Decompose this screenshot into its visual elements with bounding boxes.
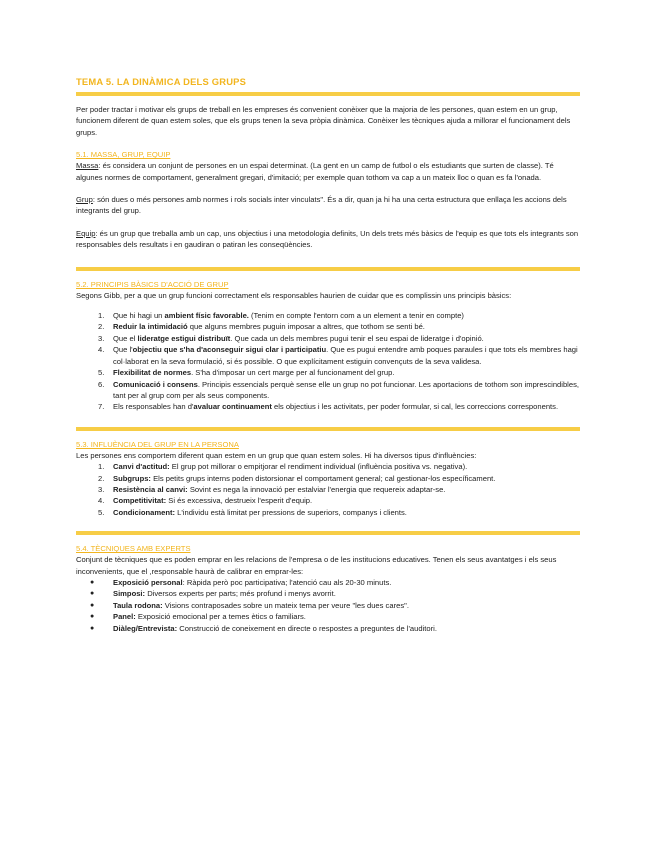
section-5-4-intro: Conjunt de tècniques que es poden emprar en les relacions de l'empresa o de les institucions educatives. Tenen els seus avantatges i els seus inconvenients, que el ,responsable haurà de calibrar en emprar-les: (76, 555, 557, 576)
document-page (76, 76, 580, 634)
list-item: 1. Canvi d'actitud: El grup pot millorar o empitjorar el rendiment individual (influència positiva vs. negativa). (98, 462, 468, 472)
list-item: 3. Resistència al canvi: Sovint es nega la innovació per estalviar l'energia que requereix adaptar-se. (98, 484, 446, 494)
list-item: 7. Els responsables han d'avaluar continuament els objectius i les activitats, per poder formular, si cal, les correccions corresponents. (98, 402, 559, 412)
massa-paragraph (76, 160, 580, 183)
list-item: 2. Reduir la intimidació que alguns membres puguin imposar a altres, que tothom se senti bé. (98, 322, 425, 332)
massa-term: Massa (76, 161, 99, 171)
equip-text: : és un grup que treballa amb un cap, uns objectius i una metodologia definits, Un dels trets més bàsics de l'equip es que tots els integrants son responsables dels resultats i en gaudiran o patiran les conseqüències. (76, 228, 579, 250)
list-item: 4. Que l'objectiu que s'ha d'aconseguir sigui clar i participatiu. Que es pugui entendre amb poques paraules i que tots els membres hagi col·laborat en la seva formulació, si és possible. O que explícitament estiguin convençuts de la seva validesa. (98, 345, 578, 366)
list-item: 1. Que hi hagi un ambient físic favorable. (Tenim en compte l'entorn com a un element a tenir en compte) (98, 311, 464, 321)
section-5-2-intro: Segons Gibb, per a que un grup funcioni correctament els responsables haurien de cuidar que es complissin uns principis bàsics: (76, 290, 512, 300)
list-item: 2. Subgrups: Els petits grups interns poden distorsionar el comportament general; cal gestionar-los específicament. (98, 473, 496, 483)
list-item: ● Panel: Exposició emocional per a temes ètics o familiars. (90, 612, 306, 622)
title-rule (76, 92, 580, 96)
section-5-2-heading: 5.2. PRINCIPIS BÀSICS D'ACCIÓ DE GRUP (76, 279, 229, 289)
massa-text: : és considera un conjunt de persones en un espai determinat. (La gent en un camp de futbol o els estudiants que surten de classe). Té algunes normes de comportament, generalment gregari, d'imitació; per exemple quan tothom va cap a un mateix lloc o quan es fa l'onada. (76, 161, 554, 182)
list-item: 5. Flexibilitat de normes. S'ha d'imposar un cert marge per al funcionament del grup. (98, 368, 395, 378)
principles-list (76, 310, 580, 413)
bullet-icon: ● (90, 624, 95, 632)
techniques-list (76, 577, 580, 634)
list-item: ● Exposició personal: Ràpida però poc participativa; l'atenció cau als 20-30 minuts. (90, 577, 392, 587)
list-item: ● Simposi: Diversos experts per parts; més profund i menys avorrit. (90, 589, 336, 599)
grup-term: Grup (76, 195, 93, 205)
section-5-3-heading: 5.3. INFLUÈNCIA DEL GRUP EN LA PERSONA (76, 439, 239, 449)
document-title: TEMA 5. LA DINÀMICA DELS GRUPS (76, 76, 247, 87)
list-item: 3. Que el lideratge estigui distribuït. Que cada un dels membres pugui tenir el seu espai de lideratge i d'opinió. (98, 333, 484, 343)
bullet-icon: ● (90, 590, 95, 598)
section-5-4-heading: 5.4. TÈCNIQUES AMB EXPERTS (76, 544, 191, 554)
list-item: 6. Comunicació i consens. Principis essencials perquè sense elle un grup no pot funcionar. Les aportacions de tothom son imprescindibles, tant per al grup com per als seus components. (98, 379, 580, 400)
grup-text: : són dues o més persones amb normes i rols socials inter vinculats". És a dir, quan ja hi ha una certa estructura que enllaça les accions dels integrants del grup. (76, 195, 567, 216)
section-5-1-heading: 5.1. MASSA, GRUP, EQUIP (76, 150, 171, 160)
list-item: 5. Condicionament: L'individu està limitat per pressions de superiors, companys i clients. (98, 507, 407, 517)
influences-list (76, 461, 580, 518)
bullet-icon: ● (90, 601, 95, 609)
equip-paragraph (76, 228, 580, 251)
bullet-icon: ● (90, 578, 95, 586)
list-item: ● Taula rodona: Visions contraposades sobre un mateix tema per veure "les dues cares". (90, 600, 409, 610)
list-item: ● Diàleg/Entrevista: Construcció de coneixement en directe o respostes a preguntes de l'auditori. (90, 623, 437, 633)
section-5-2-rule (76, 427, 580, 431)
section-5-3-intro: Les persones ens comportem diferent quan estem en un grup que quan estem soles. Hi ha diversos tipus d'influències: (76, 450, 477, 460)
list-item: 4. Competitivitat: Si és excessiva, destrueix l'esperit d'equip. (98, 496, 313, 506)
equip-term: Equip (76, 228, 96, 238)
grup-paragraph (76, 194, 580, 217)
section-5-3-rule (76, 531, 580, 535)
intro-paragraph: Per poder tractar i motivar els grups de treball en les empreses és convenient conèixer que la majoria de les persones, quan estem en un grup, funcionem diferent de quan estem soles, que els grups tenen la seva pròpia dinàmica. Conèixer les tècniques ajuda a millorar el funcionament dels grups. (76, 105, 571, 137)
section-5-1-rule (76, 267, 580, 271)
bullet-icon: ● (90, 613, 95, 621)
